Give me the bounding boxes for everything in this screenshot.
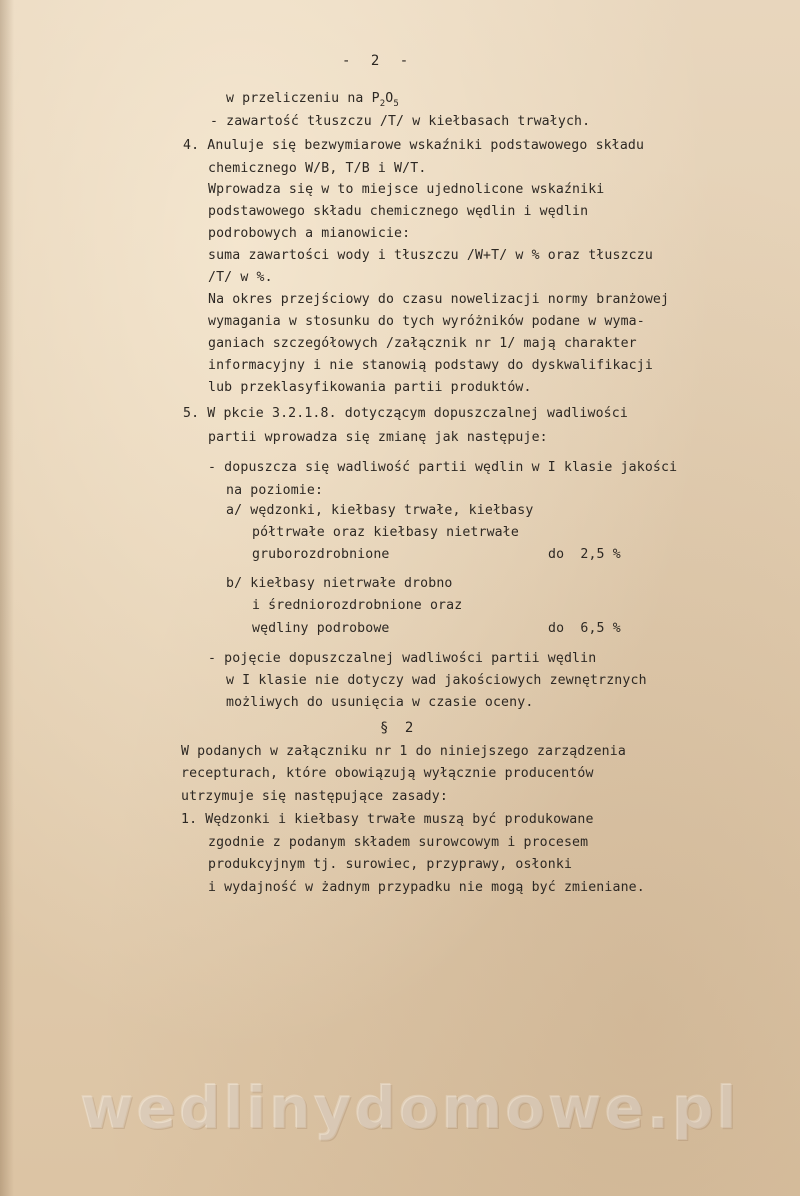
- text-line: suma zawartości wody i tłuszczu /W+T/ w % oraz tłuszczu: [208, 248, 653, 263]
- text-line: i wydajność w żadnym przypadku nie mogą być zmieniane.: [208, 880, 645, 895]
- text-line: recepturach, które obowiązują wyłącznie producentów: [181, 766, 594, 781]
- text-line: zgodnie z podanym składem surowcowym i procesem: [208, 835, 589, 850]
- text-line: b/ kiełbasy nietrwałe drobno: [226, 576, 453, 591]
- text-line: wędliny podrobowe: [252, 621, 390, 636]
- text-line: W podanych w załączniku nr 1 do niniejszego zarządzenia: [181, 744, 626, 759]
- value-text: do 6,5 %: [548, 621, 621, 636]
- text-line: chemicznego W/B, T/B i W/T.: [208, 161, 427, 176]
- text-line: podstawowego składu chemicznego wędlin i wędlin: [208, 204, 589, 219]
- text-line: i średniorozdrobnione oraz: [252, 598, 463, 613]
- text-line: /T/ w %.: [208, 270, 273, 285]
- text-line: podrobowych a mianowicie:: [208, 226, 411, 241]
- text-line: - pojęcie dopuszczalnej wadliwości partii wędlin: [208, 651, 597, 666]
- text-line-part: w przeliczeniu na P: [226, 91, 380, 106]
- text-line: - zawartość tłuszczu /T/ w kiełbasach trwałych.: [210, 114, 591, 129]
- text-line-part: O: [385, 91, 394, 106]
- text-line: na poziomie:: [226, 483, 324, 498]
- text-line: - dopuszcza się wadliwość partii wędlin w I klasie jakości: [208, 460, 678, 475]
- text-line: możliwych do usunięcia w czasie oceny.: [226, 695, 534, 710]
- text-line: 1. Wędzonki i kiełbasy trwałe muszą być produkowane: [181, 812, 594, 827]
- text-line: ganiach szczegółowych /załącznik nr 1/ mają charakter: [208, 336, 637, 351]
- text-line: utrzymuje się następujące zasady:: [181, 789, 448, 804]
- text-line: w I klasie nie dotyczy wad jakościowych zewnętrznych: [226, 673, 647, 688]
- text-line: Na okres przejściowy do czasu nowelizacji normy branżowej: [208, 292, 670, 307]
- text-line: a/ wędzonki, kiełbasy trwałe, kiełbasy: [226, 503, 534, 518]
- text-line: [226, 91, 399, 108]
- text-line: produkcyjnym tj. surowiec, przyprawy, osłonki: [208, 857, 573, 872]
- watermark: wedlinydomowe.pl: [80, 1074, 740, 1142]
- subscript: 2: [379, 99, 386, 109]
- text-line: wymagania w stosunku do tych wyróżników podane w wyma-: [208, 314, 645, 329]
- text-line: 5. W pkcie 3.2.1.8. dotyczącym dopuszczalnej wadliwości: [183, 406, 628, 421]
- text-line: informacyjny i nie stanowią podstawy do dyskwalifikacji: [208, 358, 653, 373]
- section-heading: § 2: [380, 720, 418, 736]
- text-line: 4. Anuluje się bezwymiarowe wskaźniki podstawowego składu: [183, 138, 645, 153]
- text-line: półtrwałe oraz kiełbasy nietrwałe: [252, 525, 519, 540]
- text-line: Wprowadza się w to miejsce ujednolicone wskaźniki: [208, 182, 605, 197]
- value-text: do 2,5 %: [548, 547, 621, 562]
- text-line: gruborozdrobnione: [252, 547, 390, 562]
- subscript: 5: [393, 99, 399, 109]
- text-line: partii wprowadza się zmianę jak następuje:: [208, 430, 548, 445]
- text-line: lub przeklasyfikowania partii produktów.: [208, 380, 532, 395]
- page-number: - 2 -: [342, 53, 415, 69]
